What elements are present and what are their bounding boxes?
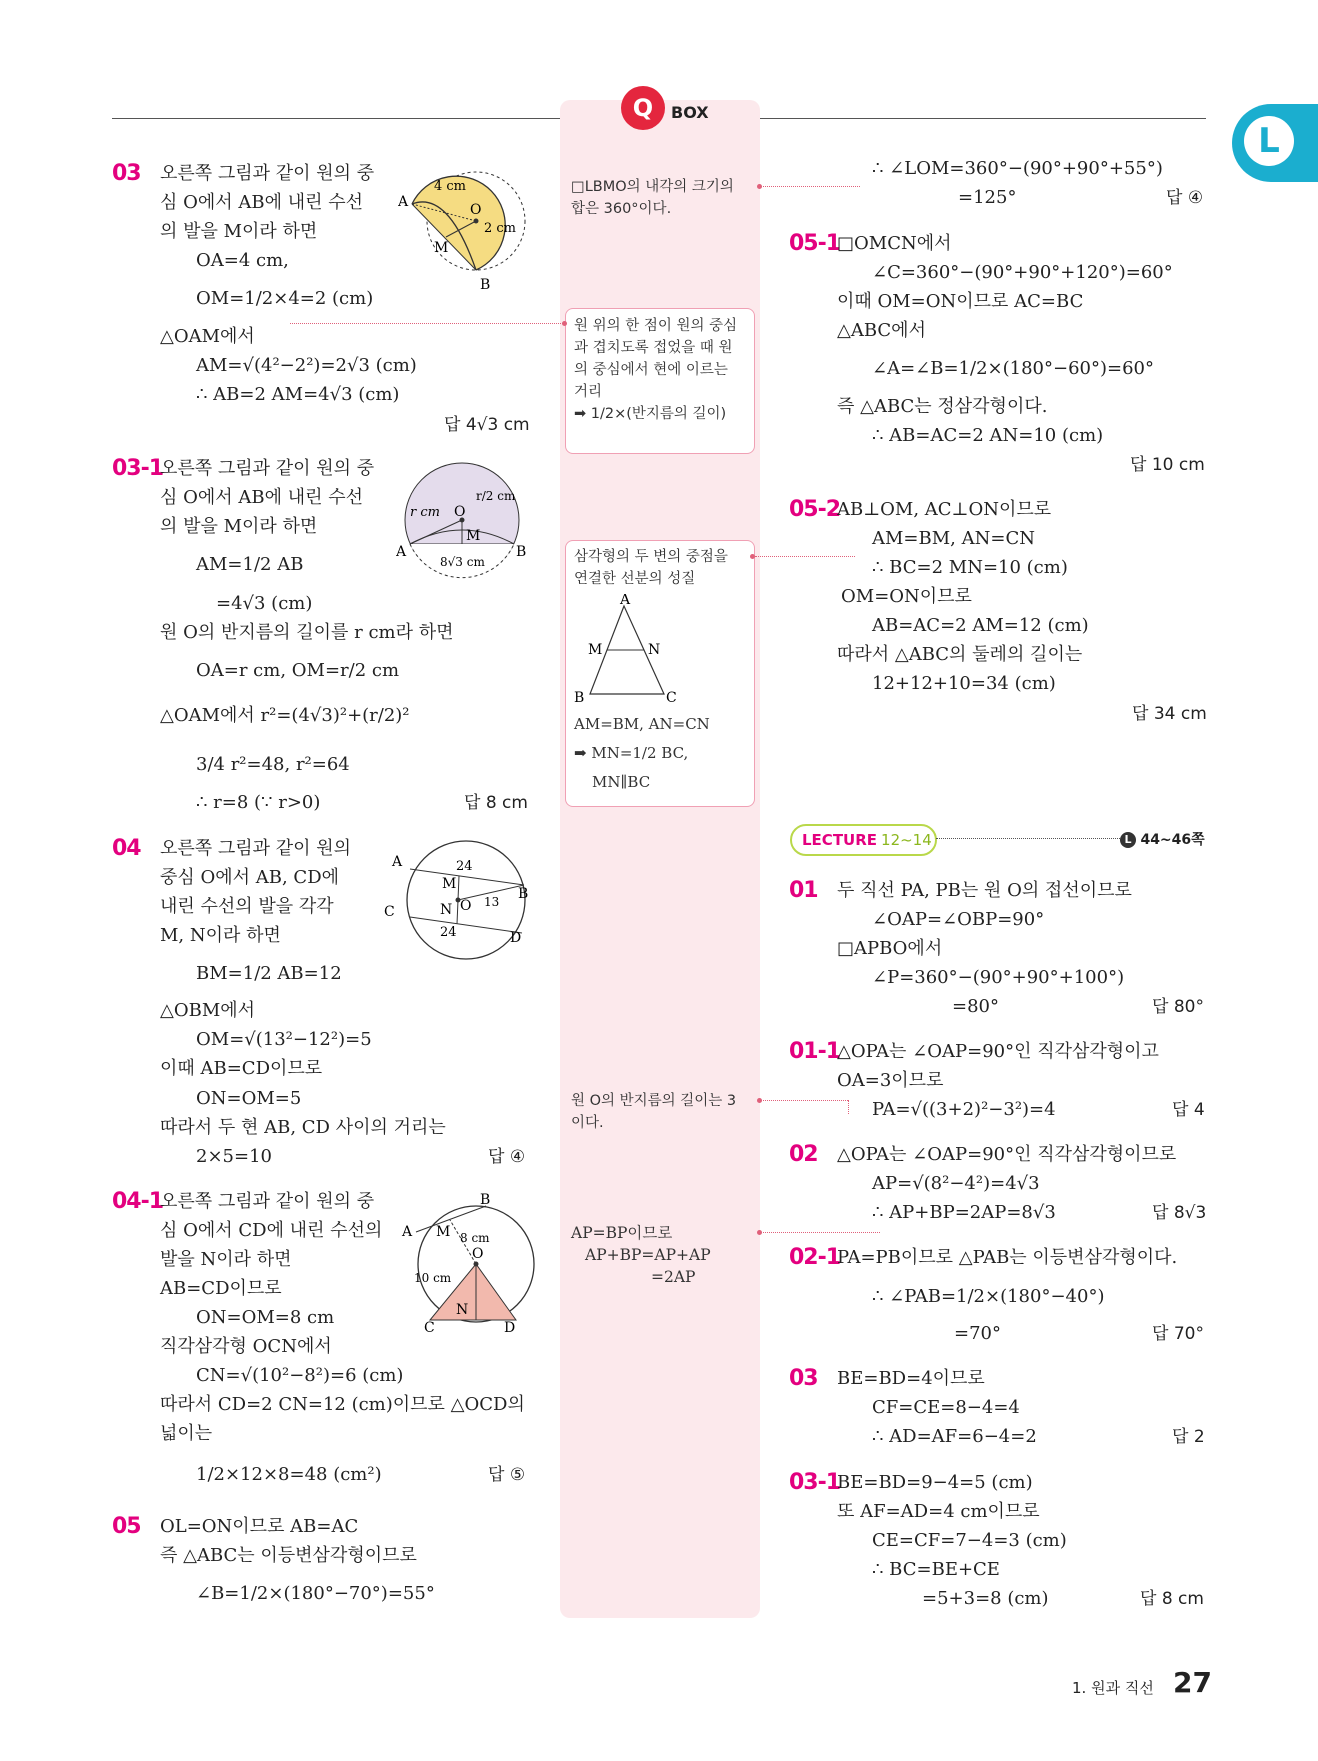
problem-04-line: 오른쪽 그림과 같이 원의 [160, 838, 352, 859]
lecture-range: 12~14 [881, 831, 932, 849]
qbox-note-5-line: AP=BP이므로 [571, 1224, 673, 1242]
problem-04-1-number: 04-1 [112, 1189, 164, 1214]
qbox-note-1-line: 합은 360°이다. [571, 201, 672, 217]
triangle-label-m: M [588, 642, 603, 658]
figure-04-label-b: B [518, 886, 529, 902]
problem-03-line: △OAM에서 [160, 326, 255, 347]
lecture-01-1-answer: 답 4 [1172, 1100, 1205, 1120]
qbox-note-4-line: 이다. [571, 1115, 604, 1131]
qbox-note-1-line: □LBMO의 내각의 크기의 [571, 179, 734, 195]
qbox-note-3b-line: ➡ MN=1/2 BC, [574, 744, 689, 762]
lecture-01-1-number: 01-1 [789, 1039, 841, 1064]
problem-05-line: 즉 △ABC는 이등변삼각형이므로 [160, 1545, 417, 1566]
right-top-line: =125° [958, 187, 1017, 208]
connector-line [760, 186, 860, 187]
qbox-note-2-line: 원 위의 한 점이 원의 중심 [574, 318, 738, 334]
qbox-note-2-line: 의 중심에서 현에 이르는 [574, 362, 728, 378]
figure-04-1-label-8cm: 8 cm [460, 1231, 490, 1245]
problem-03-1-line: 의 발을 M이라 하면 [160, 516, 318, 537]
figure-04-label-n: N [440, 902, 453, 918]
lecture-l-icon: L [1244, 116, 1294, 166]
problem-03-line: 심 O에서 AB에 내린 수선 [160, 192, 363, 213]
lecture-03-1-line: CE=CF=7−4=3 (cm) [872, 1530, 1067, 1551]
figure-03-label-a: A [398, 194, 409, 210]
qbox-note-3b-line: AM=BM, AN=CN [574, 715, 710, 733]
problem-04-1-line: 1/2×12×8=48 (cm²) [196, 1464, 382, 1485]
problem-05-1-line: ∠C=360°−(90°+90°+120°)=60° [872, 262, 1173, 283]
lecture-03-1-line: BE=BD=9−4=5 (cm) [837, 1472, 1033, 1493]
problem-03-line: ∴ AB=2 AM=4√3 (cm) [196, 384, 400, 405]
qbox-note-5-line: AP+BP=AP+AP [585, 1246, 711, 1264]
header-rule-left [112, 118, 560, 119]
problem-03-1-line: 심 O에서 AB에 내린 수선 [160, 487, 363, 508]
problem-05-line: OL=ON이므로 AB=AC [160, 1516, 359, 1537]
problem-04-1-line: AB=CD이므로 [160, 1278, 282, 1299]
problem-05-2-line: 따라서 △ABC의 둘레의 길이는 [837, 644, 1083, 665]
problem-05-line: ∠B=1/2×(180°−70°)=55° [196, 1583, 435, 1604]
lecture-01-line: □APBO에서 [837, 938, 943, 959]
problem-04-line: △OBM에서 [160, 1000, 256, 1021]
figure-03-1-label-rhalf: r/2 cm [476, 489, 516, 503]
problem-05-2-line: AB⊥OM, AC⊥ON이므로 [837, 499, 1052, 520]
lecture-01-1-line: OA=3이므로 [837, 1070, 944, 1091]
lecture-pages [1120, 829, 1205, 849]
qbox-note-2-line: 거리 [574, 384, 603, 400]
problem-05-number: 05 [112, 1514, 141, 1539]
problem-03-1-line: 오른쪽 그림과 같이 원의 중 [160, 458, 375, 479]
page-number: 27 [1173, 1666, 1212, 1699]
q-box-logo: Q [621, 86, 665, 130]
lecture-03-1-line: ∴ BC=BE+CE [872, 1559, 1000, 1580]
figure-04-circle [380, 836, 540, 966]
problem-05-2-line: OM=ON이므로 [841, 586, 972, 607]
problem-05-1-number: 05-1 [789, 231, 841, 256]
triangle-label-n: N [648, 642, 661, 658]
lecture-03-1-answer: 답 8 cm [1140, 1589, 1204, 1609]
lecture-02-1-line: PA=PB이므로 △PAB는 이등변삼각형이다. [837, 1247, 1178, 1268]
connector-line [290, 323, 565, 324]
figure-04-1-circle [400, 1192, 540, 1332]
right-top-answer: 답 ④ [1166, 188, 1204, 208]
qbox-note-5 [571, 1222, 751, 1288]
figure-04-label-a: A [392, 854, 403, 870]
problem-03-line: 의 발을 M이라 하면 [160, 221, 318, 242]
figure-03-label-b: B [480, 277, 491, 293]
problem-04-answer: 답 ④ [488, 1147, 526, 1167]
problem-04-line: 따라서 두 현 AB, CD 사이의 거리는 [160, 1117, 446, 1138]
lecture-03-number: 03 [789, 1366, 818, 1391]
triangle-label-c: C [666, 690, 677, 706]
problem-04-1-line: 따라서 CD=2 CN=12 (cm)이므로 △OCD의 [160, 1394, 525, 1415]
qbox-note-2-line: ➡ 1/2×(반지름의 길이) [574, 406, 727, 422]
chapter-tab [1232, 104, 1318, 182]
figure-04-label-m: M [442, 876, 457, 892]
lecture-02-1-line: ∴ ∠PAB=1/2×(180°−40°) [872, 1286, 1105, 1307]
problem-04-line: M, N이라 하면 [160, 925, 281, 946]
problem-05-1-line: ∴ AB=AC=2 AN=10 (cm) [872, 425, 1104, 446]
midpoint-theorem-triangle [574, 594, 684, 706]
figure-03-1-label-a: A [396, 544, 407, 560]
header-rule-right [760, 118, 1206, 119]
figure-03-1-label-b: B [516, 544, 527, 560]
problem-05-1-line: 이때 OM=ON이므로 AC=BC [837, 291, 1084, 312]
lecture-03-line: BE=BD=4이므로 [837, 1368, 985, 1389]
lecture-02-answer: 답 8√3 [1152, 1203, 1207, 1223]
lecture-dotted-rule [936, 838, 1120, 839]
figure-03-label-m: M [434, 240, 449, 256]
problem-04-line: 2×5=10 [196, 1146, 272, 1167]
lecture-03-1-line: =5+3=8 (cm) [922, 1588, 1049, 1609]
qbox-note-2-line: 과 겹치도록 접었을 때 원 [574, 340, 733, 356]
figure-04-1-label-d: D [504, 1320, 516, 1332]
qbox-note-1 [571, 176, 751, 220]
figure-03-1-label-chord: 8√3 cm [440, 555, 485, 569]
right-top-line: ∴ ∠LOM=360°−(90°+90°+55°) [872, 158, 1163, 179]
problem-05-2-line: AM=BM, AN=CN [872, 528, 1035, 549]
qbox-note-5-line: =2AP [651, 1268, 696, 1286]
problem-04-line: ON=OM=5 [196, 1088, 302, 1109]
problem-04-1-line: ON=OM=8 cm [196, 1307, 335, 1328]
problem-04-1-line: 직각삼각형 OCN에서 [160, 1336, 332, 1357]
problem-05-1-line: △ABC에서 [837, 320, 926, 341]
figure-04-label-d: D [510, 930, 522, 946]
figure-03-circle [398, 160, 538, 295]
connector-line [755, 556, 855, 557]
lecture-02-1-line: =70° [954, 1323, 1001, 1344]
qbox-note-2 [574, 315, 750, 425]
problem-05-2-line: AB=AC=2 AM=12 (cm) [872, 615, 1089, 636]
problem-04-line: BM=1/2 AB=12 [196, 963, 342, 984]
problem-03-line: 오른쪽 그림과 같이 원의 중 [160, 163, 375, 184]
problem-05-2-line: 12+12+10=34 (cm) [872, 673, 1056, 694]
qbox-note-3-line: 삼각형의 두 변의 중점을 [574, 549, 728, 565]
problem-04-number: 04 [112, 836, 141, 861]
problem-05-1-line: ∠A=∠B=1/2×(180°−60°)=60° [872, 358, 1154, 379]
figure-04-1-label-n: N [456, 1302, 469, 1318]
problem-05-2-line: ∴ BC=2 MN=10 (cm) [872, 557, 1068, 578]
figure-04-label-24a: 24 [456, 859, 473, 874]
figure-04-1-label-m: M [436, 1224, 451, 1240]
qbox-note-4 [571, 1090, 751, 1134]
figure-04-label-13: 13 [484, 895, 500, 909]
lecture-01-1-line: PA=√((3+2)²−3²)=4 [872, 1099, 1056, 1120]
lecture-03-1-number: 03-1 [789, 1470, 841, 1495]
lecture-03-1-line: 또 AF=AD=4 cm이므로 [837, 1501, 1040, 1522]
problem-04-1-line: 발을 N이라 하면 [160, 1249, 292, 1270]
figure-04-1-label-o: O [472, 1246, 484, 1262]
lecture-02-1-number: 02-1 [789, 1245, 841, 1270]
lecture-02-line: ∴ AP+BP=2AP=8√3 [872, 1202, 1056, 1223]
problem-04-line: 중심 O에서 AB, CD에 [160, 867, 340, 888]
lecture-02-line: △OPA는 ∠OAP=90°인 직각삼각형이므로 [837, 1144, 1177, 1165]
lecture-01-1-line: △OPA는 ∠OAP=90°인 직각삼각형이고 [837, 1041, 1159, 1062]
lecture-01-line: 두 직선 PA, PB는 원 O의 접선이므로 [837, 880, 1132, 901]
figure-03-1-circle [396, 460, 536, 580]
connector-dot [562, 321, 567, 326]
figure-03-label-o: O [470, 202, 482, 218]
lecture-badge [790, 824, 937, 856]
lecture-pages-l-icon: L [1120, 832, 1136, 848]
lecture-pages-text: 44~46쪽 [1140, 832, 1205, 848]
problem-03-line: OM=1/2×4=2 (cm) [196, 288, 374, 309]
qbox-note-3 [574, 546, 750, 590]
problem-03-1-line: 3/4 r²=48, r²=64 [196, 754, 350, 775]
qbox-note-3b-line: MN∥BC [592, 773, 651, 791]
figure-04-1-label-c: C [424, 1320, 435, 1332]
figure-03-1-label-m: M [466, 528, 481, 544]
problem-03-1-line: △OAM에서 r²=(4√3)²+(r/2)² [160, 705, 410, 726]
lecture-01-line: =80° [952, 996, 999, 1017]
figure-04-1-label-a: A [402, 1224, 413, 1240]
figure-04-label-c: C [384, 904, 395, 920]
figure-04-1-label-10cm: 10 cm [414, 1271, 452, 1285]
lecture-01-answer: 답 80° [1152, 997, 1204, 1017]
problem-03-1-line: OA=r cm, OM=r/2 cm [196, 660, 400, 681]
problem-04-1-line: 넓이는 [160, 1423, 213, 1444]
problem-05-1-line: 즉 △ABC는 정삼각형이다. [837, 396, 1048, 417]
lecture-03-line: ∴ AD=AF=6−4=2 [872, 1426, 1037, 1447]
lecture-word: LECTURE [802, 831, 878, 849]
figure-03-label-2cm: 2 cm [484, 221, 517, 236]
triangle-label-a: A [620, 594, 631, 608]
qbox-note-4-line: 원 O의 반지름의 길이는 3 [571, 1093, 737, 1109]
problem-04-line: 내린 수선의 발을 각각 [160, 896, 334, 917]
problem-05-2-answer: 답 34 cm [1132, 704, 1207, 724]
lecture-02-number: 02 [789, 1142, 818, 1167]
figure-04-label-24b: 24 [440, 925, 457, 940]
connector-line [760, 1100, 848, 1101]
lecture-02-line: AP=√(8²−4²)=4√3 [872, 1173, 1040, 1194]
problem-05-2-number: 05-2 [789, 497, 841, 522]
problem-03-line: OA=4 cm, [196, 250, 289, 271]
figure-04-label-o: O [460, 898, 472, 914]
problem-04-1-answer: 답 ⑤ [488, 1465, 526, 1485]
problem-03-number: 03 [112, 161, 141, 186]
figure-03-1-label-o: O [454, 504, 466, 520]
lecture-01-line: ∠P=360°−(90°+90°+100°) [872, 967, 1125, 988]
problem-03-1-answer: 답 8 cm [464, 793, 528, 813]
problem-03-1-line: ∴ r=8 (∵ r>0) [196, 792, 321, 813]
lecture-01-line: ∠OAP=∠OBP=90° [872, 909, 1045, 930]
lecture-01-number: 01 [789, 878, 818, 903]
lecture-03-line: CF=CE=8−4=4 [872, 1397, 1020, 1418]
problem-03-line: AM=√(4²−2²)=2√3 (cm) [196, 355, 417, 376]
triangle-label-b: B [574, 690, 585, 706]
lecture-03-answer: 답 2 [1172, 1427, 1205, 1447]
problem-03-1-line: AM=1/2 AB [196, 554, 304, 575]
qbox-note-3-line: 연결한 선분의 성질 [574, 571, 696, 587]
problem-04-line: 이때 AB=CD이므로 [160, 1058, 323, 1079]
problem-03-answer: 답 4√3 cm [444, 415, 530, 435]
footer-chapter: 1. 원과 직선 [1072, 1679, 1154, 1697]
problem-04-1-line: 오른쪽 그림과 같이 원의 중 [160, 1191, 375, 1212]
problem-03-1-line: =4√3 (cm) [216, 593, 313, 614]
problem-04-line: OM=√(13²−12²)=5 [196, 1029, 372, 1050]
connector-line [760, 1232, 880, 1233]
problem-03-1-number: 03-1 [112, 456, 164, 481]
problem-04-1-line: 심 O에서 CD에 내린 수선의 [160, 1220, 383, 1241]
problem-03-1-line: 원 O의 반지름의 길이를 r cm라 하면 [160, 622, 454, 643]
connector-line [848, 1100, 849, 1114]
figure-04-1-label-b: B [480, 1192, 491, 1208]
lecture-02-1-answer: 답 70° [1152, 1324, 1204, 1344]
figure-03-label-4cm: 4 cm [434, 179, 467, 194]
problem-05-1-answer: 답 10 cm [1130, 455, 1205, 475]
problem-04-1-line: CN=√(10²−8²)=6 (cm) [196, 1365, 404, 1386]
q-box-label: BOX [671, 103, 709, 122]
problem-05-1-line: □OMCN에서 [837, 233, 952, 254]
qbox-note-3b [574, 710, 750, 797]
figure-03-1-label-r: r cm [410, 505, 440, 520]
